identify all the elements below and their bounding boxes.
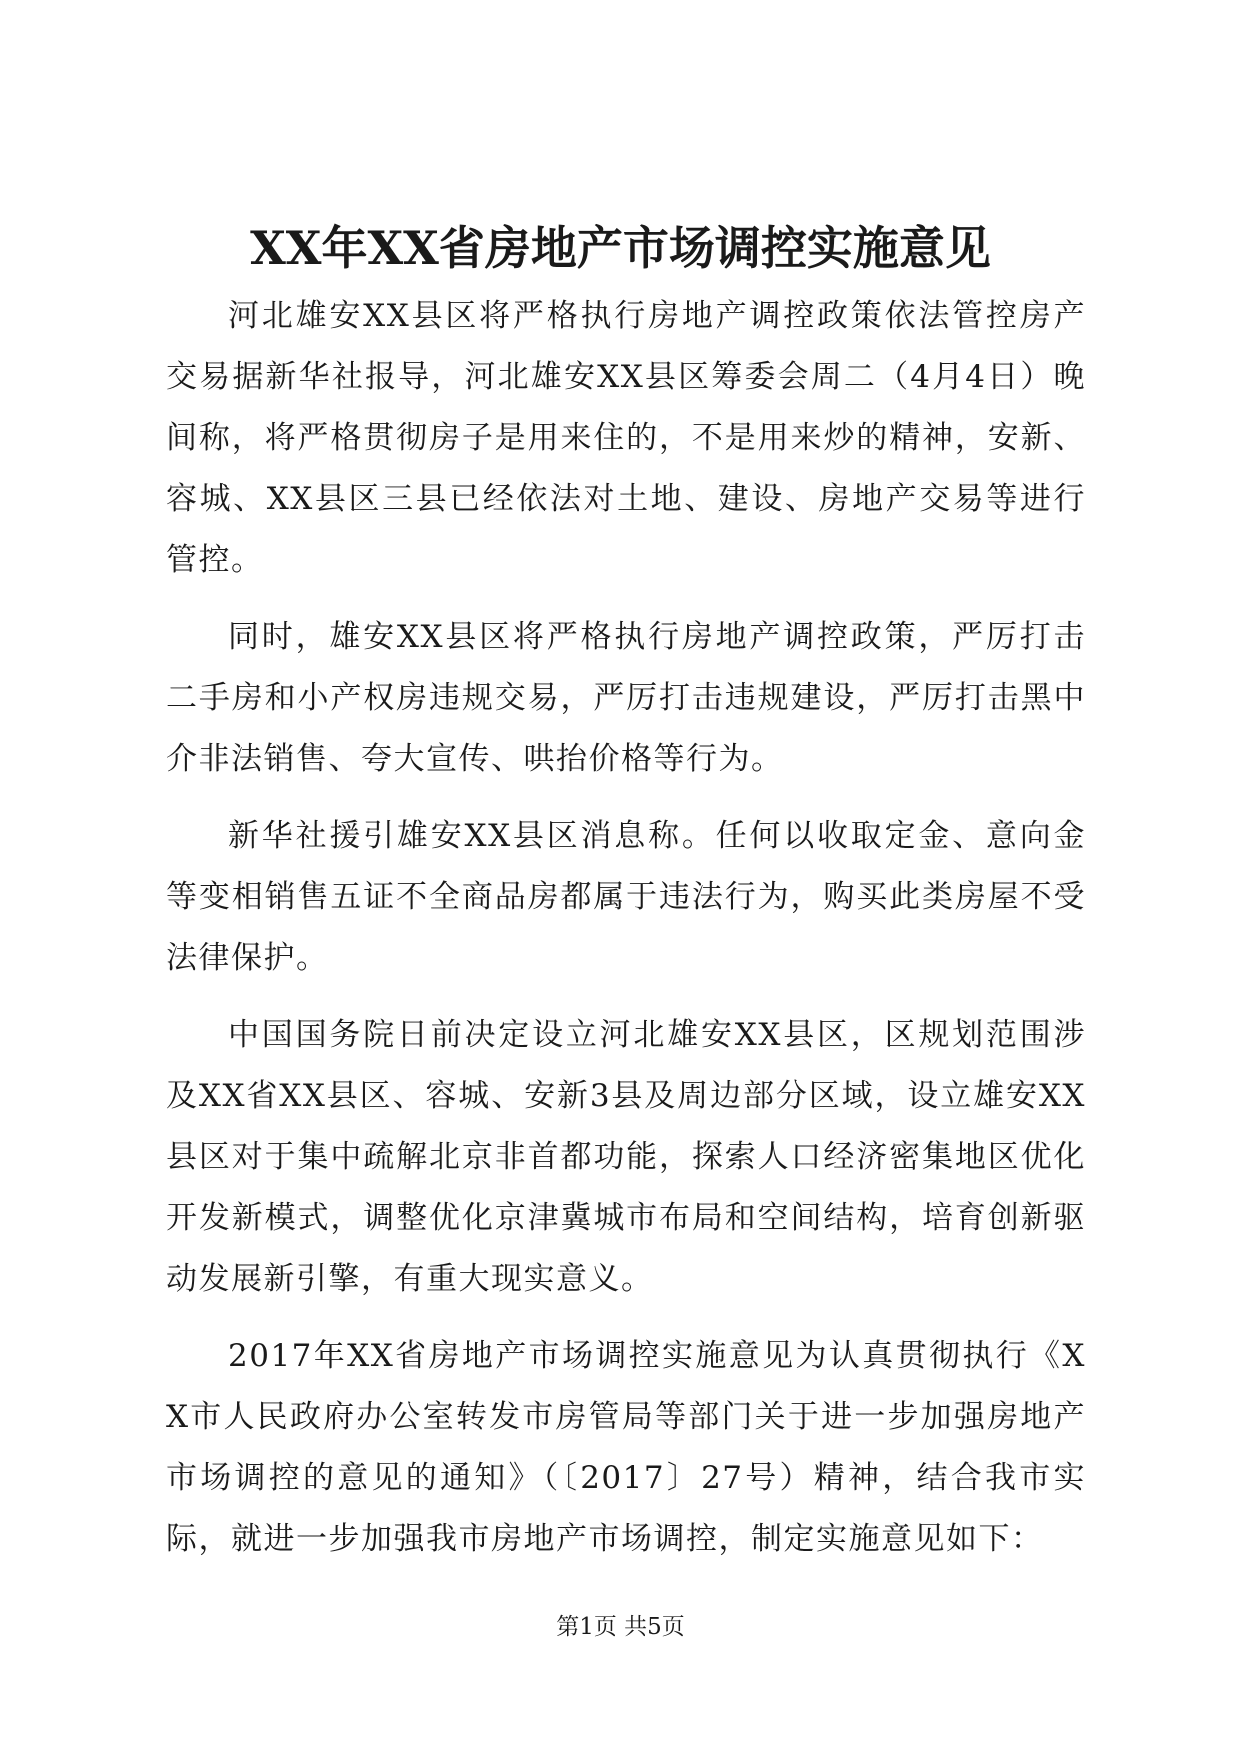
document-body: [166, 286, 1086, 1586]
paragraph-2: 同时，雄安XX县区将严格执行房地产调控政策，严厉打击二手房和小产权房违规交易，严厉打击违规建设，严厉打击黑中介非法销售、夸大宣传、哄抬价格等行为。: [166, 619, 1086, 777]
paragraph-4: 中国国务院日前决定设立河北雄安XX县区，区规划范围涉及XX省XX县区、容城、安新3县及周边部分区域，设立雄安XX县区对于集中疏解北京非首都功能，探索人口经济密集地区优化开发新模式，调整优化京津冀城市布局和空间结构，培育创新驱动发展新引擎，有重大现实意义。: [166, 1017, 1086, 1297]
document-title: XX年XX省房地产市场调控实施意见: [250, 221, 991, 275]
paragraph-3: 新华社援引雄安XX县区消息称。任何以收取定金、意向金等变相销售五证不全商品房都属于违法行为，购买此类房屋不受法律保护。: [166, 818, 1086, 976]
paragraph-1: 河北雄安XX县区将严格执行房地产调控政策依法管控房产交易据新华社报导，河北雄安XX县区筹委会周二（4月4日）晚间称，将严格贯彻房子是用来住的，不是用来炒的精神，安新、容城、XX县区三县已经依法对土地、建设、房地产交易等进行管控。: [166, 298, 1086, 578]
paragraph-5: 2017年XX省房地产市场调控实施意见为认真贯彻执行《XX市人民政府办公室转发市房管局等部门关于进一步加强房地产市场调控的意见的通知》（〔2017〕27号）精神，结合我市实际，就进一步加强我市房地产市场调控，制定实施意见如下：: [166, 1338, 1086, 1557]
page-number-footer: 第1页 共5页: [556, 1614, 685, 1640]
